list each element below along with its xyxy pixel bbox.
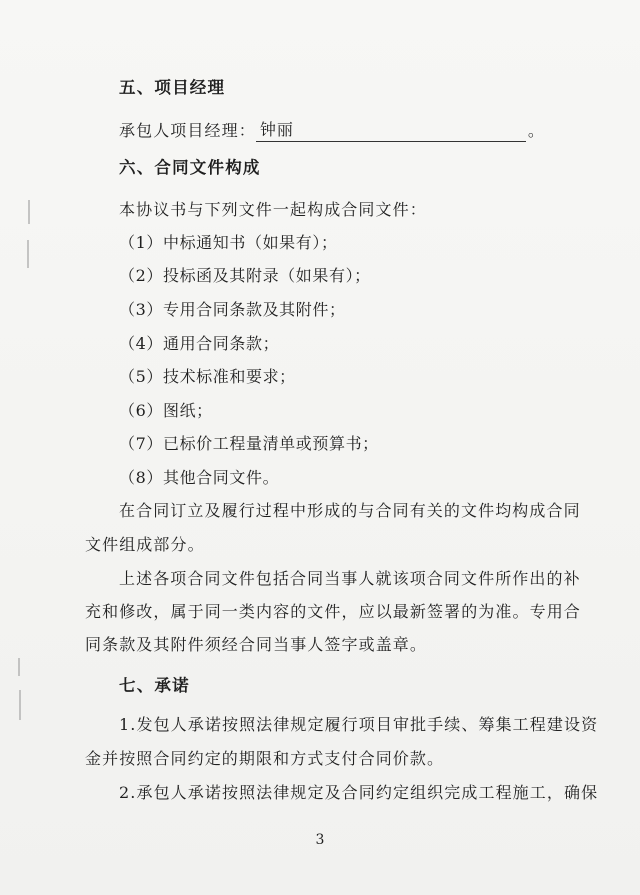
project-manager-line (119, 119, 545, 142)
contract-doc-item: （6）图纸； (119, 401, 213, 420)
project-manager-value: 钟丽 (256, 119, 526, 142)
scan-mark (27, 240, 29, 268)
contract-doc-item: （2）投标函及其附录（如果有）； (119, 266, 371, 285)
scan-mark (18, 658, 20, 676)
commitment-line: 2.承包人承诺按照法律规定及合同约定组织完成工程施工，确保 (119, 783, 599, 802)
paragraph-line: 文件组成部分。 (85, 535, 205, 554)
contract-doc-item: （8）其他合同文件。 (119, 468, 280, 487)
section-5-title: 五、项目经理 (119, 78, 226, 97)
project-manager-end: 。 (527, 121, 545, 140)
scan-mark (19, 690, 21, 720)
section-6-title: 六、合同文件构成 (119, 158, 261, 177)
contract-doc-item: （5）技术标准和要求； (119, 367, 296, 386)
section-6-intro: 本协议书与下列文件一起构成合同文件： (119, 200, 427, 219)
page-number: 3 (315, 832, 325, 848)
paragraph-line: 上述各项合同文件包括合同当事人就该项合同文件所作出的补 (119, 569, 581, 588)
paragraph-line: 同条款及其附件须经合同当事人签字或盖章。 (85, 635, 428, 654)
paragraph-line: 充和修改，属于同一类内容的文件，应以最新签署的为准。专用合 (85, 602, 581, 621)
contract-doc-item: （3）专用合同条款及其附件； (119, 300, 346, 319)
commitment-line: 金并按照合同约定的期限和方式支付合同价款。 (85, 749, 445, 768)
contract-doc-item: （4）通用合同条款； (119, 334, 280, 353)
paragraph-line: 在合同订立及履行过程中形成的与合同有关的文件均构成合同 (119, 501, 581, 520)
contract-doc-item: （7）已标价工程量清单或预算书； (119, 434, 379, 453)
commitment-line: 1.发包人承诺按照法律规定履行项目审批手续、筹集工程建设资 (119, 715, 599, 734)
scan-mark (28, 200, 30, 224)
contract-doc-item: （1）中标通知书（如果有）； (119, 233, 338, 252)
project-manager-label: 承包人项目经理： (119, 121, 256, 140)
section-7-title: 七、承诺 (119, 676, 190, 695)
